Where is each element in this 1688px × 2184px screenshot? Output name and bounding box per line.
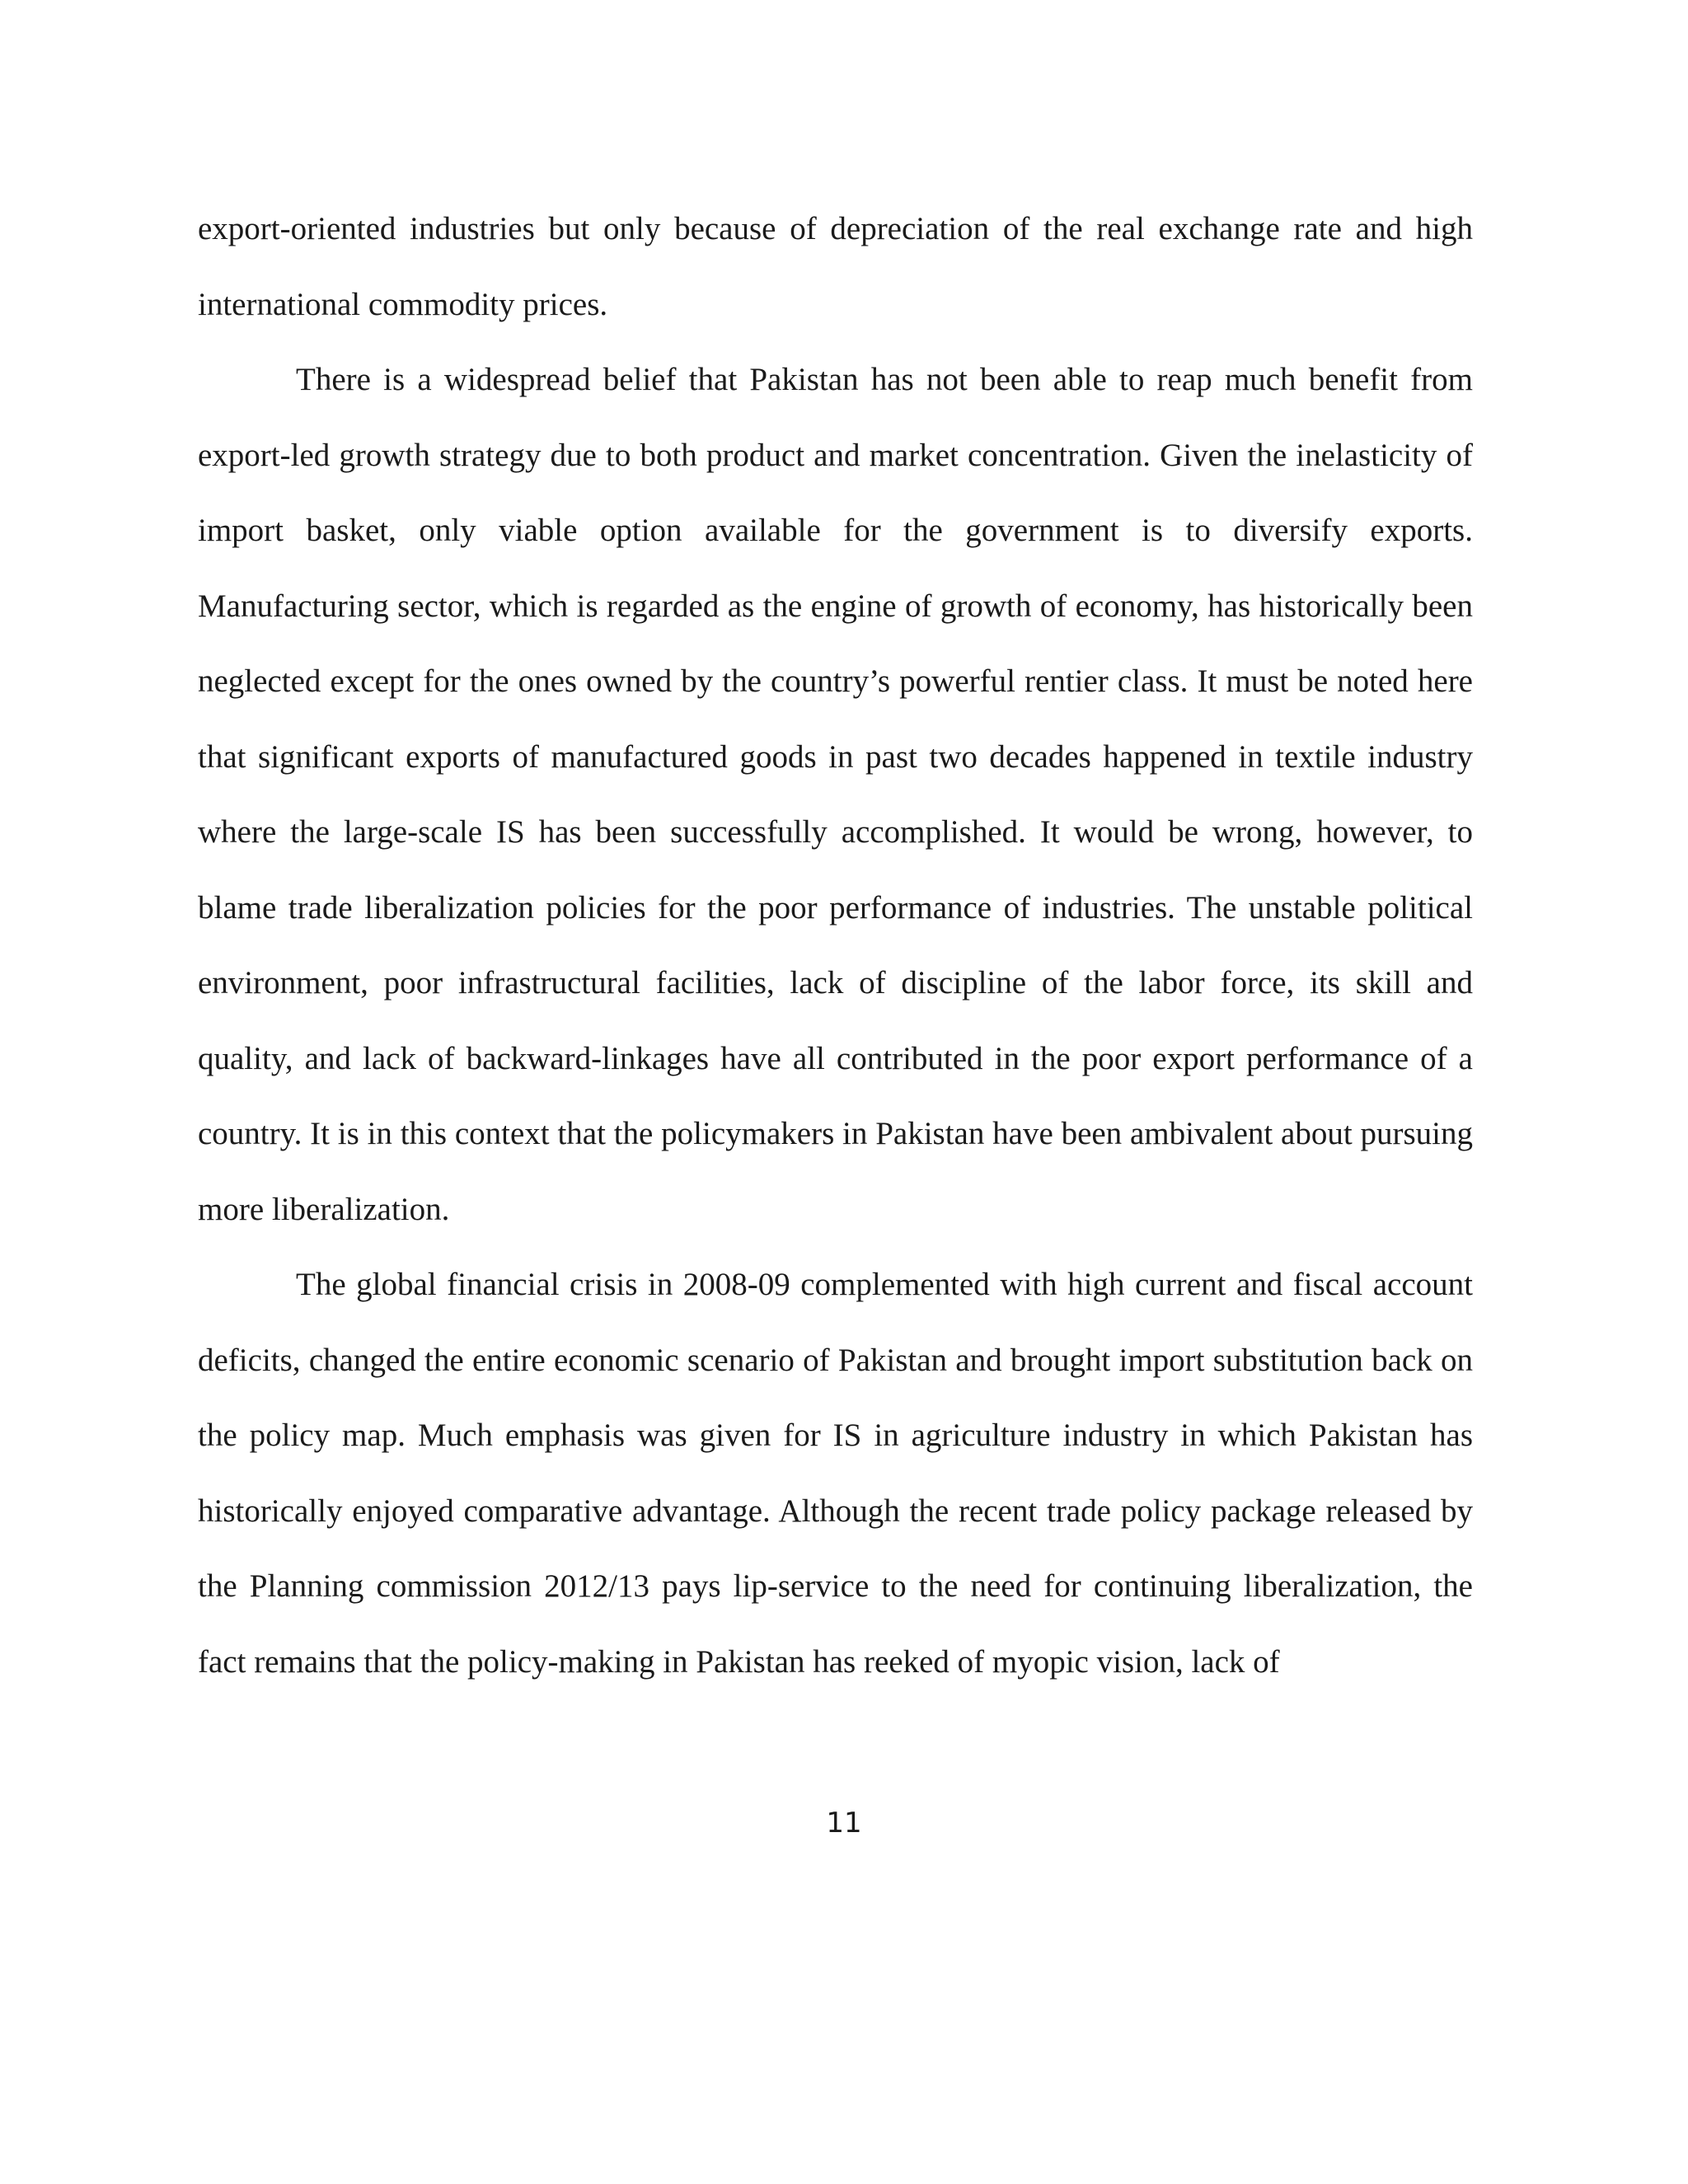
paragraph-continuation: export-oriented industries but only because of depreciation of the real exchange rate and high international commodity prices.	[198, 211, 1473, 322]
paragraph-financial-crisis: The global financial crisis in 2008-09 complemented with high current and fiscal account deficits, changed the entire economic scenario of Pakistan and brought import substitution back on the policy map. Much emphasis was given for IS in agriculture industry in which Pakistan has historically enjoyed comparative advantage. Although the recent trade policy package released by the Planning commission 2012/13 pays lip-service to the need for continuing liberalization, the fact remains that the policy-making in Pakistan has reeked of myopic vision, lack of	[198, 1267, 1473, 1680]
page-number: 11	[826, 1807, 862, 1840]
body-text	[198, 191, 1473, 1699]
paragraph-export-led-growth: There is a widespread belief that Pakistan has not been able to reap much benefit from export-led growth strategy due to both product and market concentration. Given the inelasticity of import basket, only viable option available for the government is to diversify exports. Manufacturing sector, which is regarded as the engine of growth of economy, has historically been neglected except for the ones owned by the country’s powerful rentier class. It must be noted here that significant exports of manufactured goods in past two decades happened in textile industry where the large-scale IS has been successfully accomplished. It would be wrong, however, to blame trade liberalization policies for the poor performance of industries. The unstable political environment, poor infrastructural facilities, lack of discipline of the labor force, its skill and quality, and lack of backward-linkages have all contributed in the poor export performance of a country. It is in this context that the policymakers in Pakistan have been ambivalent about pursuing more liberalization.	[198, 362, 1473, 1227]
